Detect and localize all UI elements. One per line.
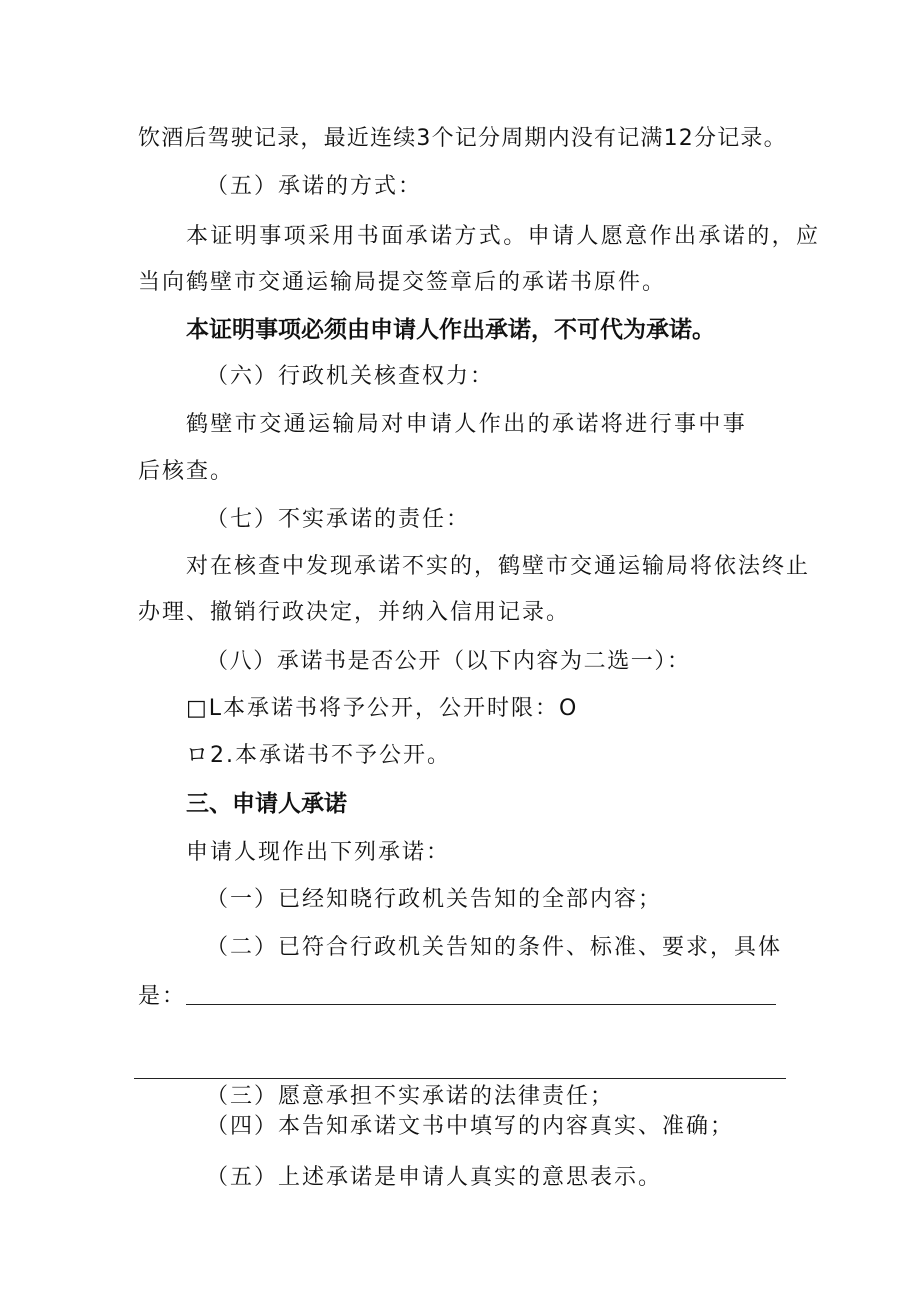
commitment-item-2: （二）已符合行政机关告知的条件、标准、要求，具体	[206, 935, 783, 960]
commitment-item-4: （四）本告知承诺文书中填写的内容真实、准确；	[206, 1114, 735, 1139]
option-1-public: □L本承诺书将予公开，公开时限：O	[186, 696, 579, 721]
paragraph-line-liability-2: 办理、撤销行政决定，并纳入信用记录。	[138, 600, 571, 625]
section-heading-5-method: （五）承诺的方式：	[206, 174, 423, 199]
paragraph-line-method-1: 本证明事项采用书面承诺方式。申请人愿意作出承诺的，应	[186, 224, 821, 249]
option-2-not-public: ロ2.本承诺书不予公开。	[186, 743, 451, 768]
paragraph-line-commitment-intro: 申请人现作出下列承诺：	[186, 840, 451, 865]
bold-notice-line: 本证明事项必须由申请人作出承诺，不可代为承诺。	[186, 317, 715, 343]
section-heading-6-verification: （六）行政机关核查权力：	[206, 364, 495, 389]
paragraph-line-verification-2: 后核查。	[138, 459, 235, 484]
commitment-item-3: （三）愿意承担不实承诺的法律责任；	[206, 1084, 615, 1109]
section-heading-3-applicant-commitment: 三、申请人承诺	[186, 791, 347, 817]
fill-in-blank-line	[186, 1004, 776, 1005]
section-heading-7-liability: （七）不实承诺的责任：	[206, 507, 471, 532]
commitment-item-1: （一）已经知晓行政机关告知的全部内容；	[206, 887, 663, 912]
commitment-item-5: （五）上述承诺是申请人真实的意思表示。	[206, 1165, 663, 1190]
section-heading-8-disclosure: （八）承诺书是否公开（以下内容为二选一）：	[206, 649, 691, 674]
paragraph-line-1: 饮酒后驾驶记录，最近连续3个记分周期内没有记满12分记录。	[138, 126, 787, 151]
paragraph-line-verification-1: 鹤壁市交通运输局对申请人作出的承诺将进行事中事	[186, 412, 748, 437]
paragraph-line-liability-1: 对在核查中发现承诺不实的，鹤壁市交通运输局将依法终止	[186, 554, 811, 579]
paragraph-line-method-2: 当向鹤壁市交通运输局提交签章后的承诺书原件。	[138, 270, 667, 295]
fill-in-blank-line-full	[134, 1078, 786, 1079]
commitment-item-2-continuation-label: 是：	[138, 984, 187, 1009]
